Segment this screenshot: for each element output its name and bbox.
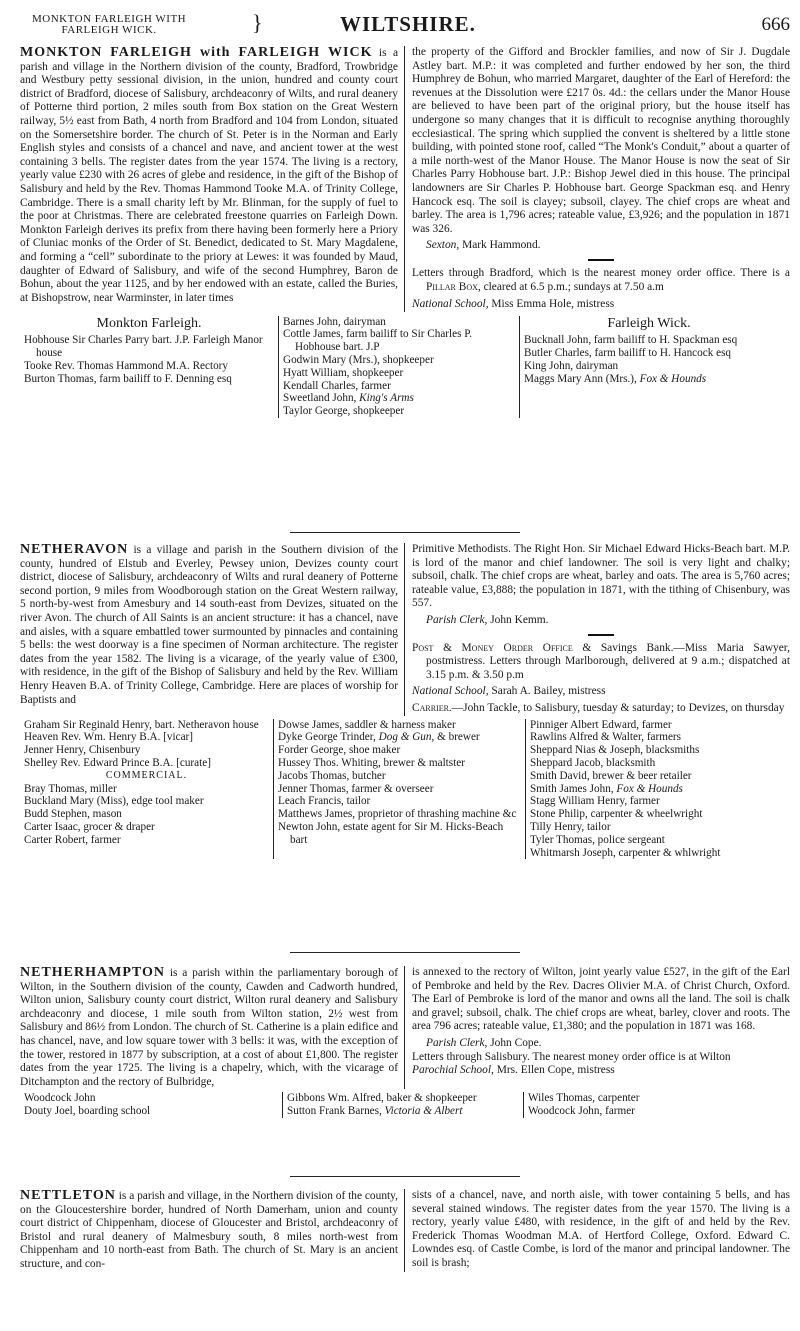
directory-item: Tyler Thomas, police sergeant [530, 833, 665, 846]
directory-item: Carter Robert, farmer [24, 833, 121, 846]
directory-item: Rawlins Alfred & Walter, farmers [530, 731, 681, 744]
directory-item: Leach Francis, tailor [278, 795, 371, 808]
school-name: Sarah A. Bailey, mistress [488, 685, 606, 698]
entry-separator [290, 1176, 520, 1177]
directory-item: Bucknall John, farm bailiff to H. Spackman esq [524, 334, 738, 347]
inn-name: Victoria & Albert [384, 1105, 463, 1118]
entry-right-column [405, 46, 790, 312]
officer-label: Sexton, [426, 239, 460, 252]
school-label: National School, [412, 685, 489, 698]
inn-name: King's Arms [359, 392, 414, 405]
page-number: 666 [761, 14, 790, 35]
entry-left-column [20, 46, 405, 312]
directory-item: Matthews James, proprietor of thrashing machine &c [278, 808, 517, 821]
directory-item: Gibbons Wm. Alfred, baker & shopkeeper [287, 1092, 477, 1105]
directory-column-1 [20, 316, 278, 418]
place-heading: NETHERAVON [20, 542, 129, 557]
county-title: WILTSHIRE. [340, 12, 476, 36]
directory-item: Wiles Thomas, carpenter [528, 1092, 640, 1105]
directory-item: Heaven Rev. Wm. Henry B.A. [vicar] [24, 731, 193, 744]
directory-item: Newton John, estate agent for Sir M. Hicks-Beach bart [278, 820, 504, 846]
entry-separator [290, 952, 520, 953]
directory-column-3 [523, 1092, 772, 1118]
officer-name: Mark Hammond. [459, 239, 541, 252]
entry-text: the property of the Gifford and Brockler families, and now of Sir J. Dugdale Astley bart. M.P.: it was completed and further endowed by her son, the third Humphrey de Bohun, who married Margaret, daughter of the Earl of Hereford: the revenues at the Dissolution were £217 0s. 4d.: the cellars under the Manor House are believed to have been part of the original priory, but the house itself has undergone so many changes that it is difficult to recognise anything thoroughly ecclesiastical. The spring which supplied the convent is sheltered by a little stone building, with pointed stone roof, called “The Monk's Conduit,” about a quarter of a mile north-west of the Manor House. The Manor House is now the seat of Sir Charles Parry Hobhouse bart. J.P.: Bishop Jewel died in this house. The principal landowners are Sir Charles P. Hobhouse bart. George Spackman esq. and Henry Hancock esq. The soil is clayey; subsoil, clayey. The chief crops are wheat and barley. The area is 1,796 acres; rateable value, £3,926; and the population in 1871 was 326. [412, 46, 790, 235]
directory-item [524, 373, 774, 386]
entry-text: is a parish and village in the Northern division of the county, Bradford, Trowbridge and Westbury petty sessional division, in the union, hundred and county court district of Bradford, diocese of Salisbury, archdeaconry of Wilts, and rural deanery of Potterne third portion, 2 miles south from Box station on the Great Western railway, 5½ east from Bath, 4 north from Bradford and 104 from London, situated on the Somersetshire border. The church of St. Peter is in the Norman and Early English styles and consists of a chancel and nave, and ancient tower at the west containing 3 bells. The register dates from the year 1574. The living is a rectory, yearly value £230 with 26 acres of glebe and residence, in the gift of the Bishop of Salisbury and held by the Rev. Thomas Hammond Tooke M.A. of Trinity College, Cambridge. There is a small charity left by Mr. Blinman, for the supply of fuel to the poor at Christmas. There are celebrated freestone quarries on Farleigh Down. Monkton Farleigh derives its prefix from there having been formerly here a Priory of Cluniac monks of the Order of St. Benedict, dedicated to St. Mary Magdalene, and forming a “cell” subordinate to the priory at Lewes: it was founded by Maud, daughter of Edward of Salisbury, and wife of the second Humphrey, Baron de Bohun, about the year 1125, and by her endowed with an estate, called the Buries, at Bishopstrow, near Warminster, in later times [20, 47, 398, 304]
directory-item [278, 731, 521, 744]
brace-glyph: } [252, 10, 263, 35]
school-name: Miss Emma Hole, mistress [488, 298, 615, 311]
directory-column-3 [525, 719, 778, 860]
entry-left-column [20, 966, 405, 1089]
directory-item: Stagg William Henry, farmer [530, 795, 660, 808]
directory-item: Whitmarsh Joseph, carpenter & whlwright [530, 846, 721, 859]
officer-name: John Cope. [487, 1036, 542, 1049]
entry-text: Primitive Methodists. The Right Hon. Sir Michael Edward Hicks-Beach bart. M.P. is lord of the manor and chief landowner. The soil is very light and chalky; subsoil, chalk. The chief crops are wheat, barley and oats. The area is 5,760 acres; rateable value, £3,888; the population in 1871, with the tithing of Chisenbury, was 557. [412, 543, 790, 610]
commercial-subheading: COMMERCIAL. [105, 769, 188, 781]
residents-directory [20, 316, 790, 418]
carrier-label: Carrier. [412, 701, 452, 714]
school-label: National School, [412, 298, 489, 311]
officer-label: Parish Clerk, [426, 613, 488, 626]
entry-right-column [405, 1189, 790, 1272]
directory-column-2 [278, 316, 519, 418]
letters-text: Letters through Salisbury. The nearest money order office is at Wilton [412, 1050, 731, 1063]
letters-text: Letters through Bradford, which is the nearest money order office. There is a [412, 266, 790, 279]
school-name: Mrs. Ellen Cope, mistress [493, 1064, 615, 1077]
directory-item: Budd Stephen, mason [24, 808, 122, 821]
directory-item: Forder George, shoe maker [278, 744, 401, 757]
section-rule [588, 634, 614, 636]
directory-item: Stone Philip, carpenter & wheelwright [530, 808, 703, 821]
inn-name: Fox & Hounds [639, 372, 707, 385]
officer-name: John Kemm. [487, 613, 549, 626]
directory-item: Burton Thomas, farm bailiff to F. Denning esq [24, 372, 232, 385]
running-head-line-2: FARLEIGH WICK. [61, 24, 157, 36]
entry-left-column [20, 1189, 405, 1272]
entry-text: is a village and parish in the Southern division of the county, hundred of Elstub and Everley, Pewsey union, Devizes county court district, diocese of Salisbury, archdeaconry of Wilts and rural deanery of Potterne second portion, 9 miles from Woodborough station on the Great Western railway, 5 north-by-west from Amesbury and 14 south-east from Devizes, situated on the river Avon. The church of All Saints is an ancient structure: it has a chancel, nave and aisles, with a square embattled tower surmounted by pinnacles and containing 5 bells: the west doorway is a fine specimen of Norman architecture. The register dates from the year 1582. The living is a vicarage, of the yearly value of £300, with residence, in the gift of the Bishop of Salisbury and held by the Rev. William Henry Heaven B.A. of Trinity College, Cambridge. Here are places of worship for Baptists and [20, 544, 398, 706]
running-head-left [32, 14, 186, 36]
entry-text: is a parish and village, in the Northern division of the county, on the Gloucestershire border, hundred of North Damerham, union and county court district of Chippenham, diocese of Gloucester and Bristol, archdeaconry of Bristol and rural deanery of Malmesbury south, 8 miles north-west from Chippenham and 10 north-east from Bath. The church of St. Mary is an ancient structure, and con- [20, 1190, 398, 1270]
directory-item: Taylor George, shopkeeper [283, 405, 405, 418]
entry-netheravon [20, 543, 790, 859]
entry-right-column [405, 966, 790, 1089]
directory-column-3 [519, 316, 778, 418]
residents-directory [20, 719, 790, 860]
directory-item: Jenner Henry, Chisenbury [24, 744, 141, 757]
place-heading: NETTLETON [20, 1188, 116, 1203]
directory-item: Smith David, brewer & beer retailer [530, 769, 692, 782]
post-office-text: & Savings Bank.—Miss Maria Sawyer, postmistress. Letters through Marlborough, delivered at 9 a.m.; dispatched at 3.15 p.m. & 3.50 p.m [426, 641, 790, 681]
entry-text: is a parish within the parliamentary borough of Wilton, in the Southern division of the county, Cawden and Cadworth hundred, Wilton union, Salisbury county court district, Wilton rural deanery and Salisbury archdeaconry and diocese, 1 mile south from Wilton station, 2½ west from Salisbury and 86½ from London. The church of St. Catherine is a plain edifice and has chancel, nave, and low square tower with 3 bells: it was, with the exception of the tower, restored in 1877 by subscription, at a cost of about £1,800. The register dates from the year 1725. The living is a chapelry, which, with the vicarage of Ditchampton and the rectory of Bulbridge, [20, 967, 398, 1088]
running-head-line-1: MONKTON FARLEIGH WITH [32, 13, 187, 25]
directory-column-2 [282, 1092, 523, 1118]
running-head [20, 8, 790, 44]
directory-item: Shelley Rev. Edward Prince B.A. [curate] [24, 756, 211, 769]
entry-right-column [405, 543, 790, 716]
directory-heading: Farleigh Wick. [607, 315, 691, 331]
directory-item: Carter Isaac, grocer & draper [24, 820, 155, 833]
directory-item: Sheppard Jacob, blacksmith [530, 756, 656, 769]
entry-text: sists of a chancel, nave, and north aisle, with tower containing 5 bells, and has several stained windows. The register dates from the year 1570. The living is a rectory, yearly value £480, with residence, in the gift of and held by the Rev. Frederick Thomas Woodman M.A. of Hertford College, Oxford. Edward C. Lowndes esq. of Castle Combe, is lord of the manor and principal landowner. The soil is brash; [412, 1189, 790, 1269]
post-office-label: Post & Money Order Office [412, 641, 573, 654]
directory-item: Woodcock John [24, 1092, 96, 1105]
directory-item: Woodcock John, farmer [528, 1105, 635, 1118]
directory-item: Buckland Mary (Miss), edge tool maker [24, 795, 204, 808]
directory-item: Hyatt William, shopkeeper [283, 366, 404, 379]
entry-nettleton [20, 1189, 790, 1272]
directory-item: Barnes John, dairyman [283, 315, 386, 328]
directory-item: Graham Sir Reginald Henry, bart. Netheravon house [24, 718, 259, 731]
directory-item: Cottle James, farm bailiff to Sir Charles P. Hobhouse bart. J.P [283, 328, 473, 354]
carrier-text: —John Tackle, to Salisbury, tuesday & saturday; to Devizes, on thursday [451, 701, 785, 714]
letters-text-tail: , cleared at 6.5 p.m.; sundays at 7.50 a.m [477, 280, 664, 293]
inn-name: Fox & Hounds [616, 782, 683, 795]
directory-item [530, 783, 774, 796]
pillar-box-label: Pillar Box [426, 280, 478, 293]
entry-text: is annexed to the rectory of Wilton, joint yearly value £527, in the gift of the Earl of Pembroke and held by the Rev. Dacres Olivier M.A. of Christ Church, Oxford. The Earl of Pembroke is lord of the manor and owns all the land. The soil is chalk and gravel; subsoil, chalk. The chief crops are wheat, barley, clover and roots. The area 796 acres; rateable value, £1,380; and the population in 1871 was 168. [412, 966, 790, 1033]
residents-directory [20, 1092, 790, 1118]
directory-item: Kendall Charles, farmer [283, 379, 391, 392]
directory-column-1 [20, 1092, 282, 1118]
school-label: Parochial School, [412, 1064, 494, 1077]
directory-trade: , & brewer [431, 731, 480, 744]
directory-item: Jacobs Thomas, butcher [278, 769, 386, 782]
section-rule [588, 259, 614, 261]
place-heading: NETHERHAMPTON [20, 965, 165, 980]
directory-item [283, 392, 515, 405]
directory-column-1 [20, 719, 273, 860]
directory-item: Bray Thomas, miller [24, 782, 117, 795]
directory-item: King John, dairyman [524, 360, 619, 373]
directory-item [287, 1105, 519, 1118]
directory-name: Sutton Frank Barnes, [287, 1105, 385, 1118]
entry-monkton-farleigh [20, 46, 790, 418]
directory-item: Jenner Thomas, farmer & overseer [278, 782, 434, 795]
directory-item: Tooke Rev. Thomas Hammond M.A. Rectory [24, 360, 228, 373]
directory-item: Butler Charles, farm bailiff to H. Hancock esq [524, 347, 732, 360]
directory-name: Maggs Mary Ann (Mrs.), [524, 372, 640, 385]
directory-item: Hussey Thos. Whiting, brewer & maltster [278, 756, 465, 769]
directory-item: Godwin Mary (Mrs.), shopkeeper [283, 354, 434, 367]
entry-left-column [20, 543, 405, 716]
directory-item: Tilly Henry, tailor [530, 820, 611, 833]
directory-name: Dyke George Trinder, [278, 731, 379, 744]
directory-name: Sweetland John, [283, 392, 360, 405]
directory-heading: Monkton Farleigh. [96, 315, 202, 331]
directory-item: Douty Joel, boarding school [24, 1105, 151, 1118]
place-heading: MONKTON FARLEIGH with FARLEIGH WICK [20, 45, 373, 60]
directory-item: Sheppard Nias & Joseph, blacksmiths [530, 744, 700, 757]
directory-column-2 [273, 719, 525, 860]
directory-item: Dowse James, saddler & harness maker [278, 718, 456, 731]
directory-name: Smith James John, [530, 782, 617, 795]
entry-separator [290, 532, 520, 533]
inn-name: Dog & Gun [378, 731, 432, 744]
directory-item: Hobhouse Sir Charles Parry bart. J.P. Farleigh Manor house [24, 334, 263, 360]
officer-label: Parish Clerk, [426, 1036, 488, 1049]
entry-netherhampton [20, 966, 790, 1118]
directory-item: Pinniger Albert Edward, farmer [530, 718, 672, 731]
